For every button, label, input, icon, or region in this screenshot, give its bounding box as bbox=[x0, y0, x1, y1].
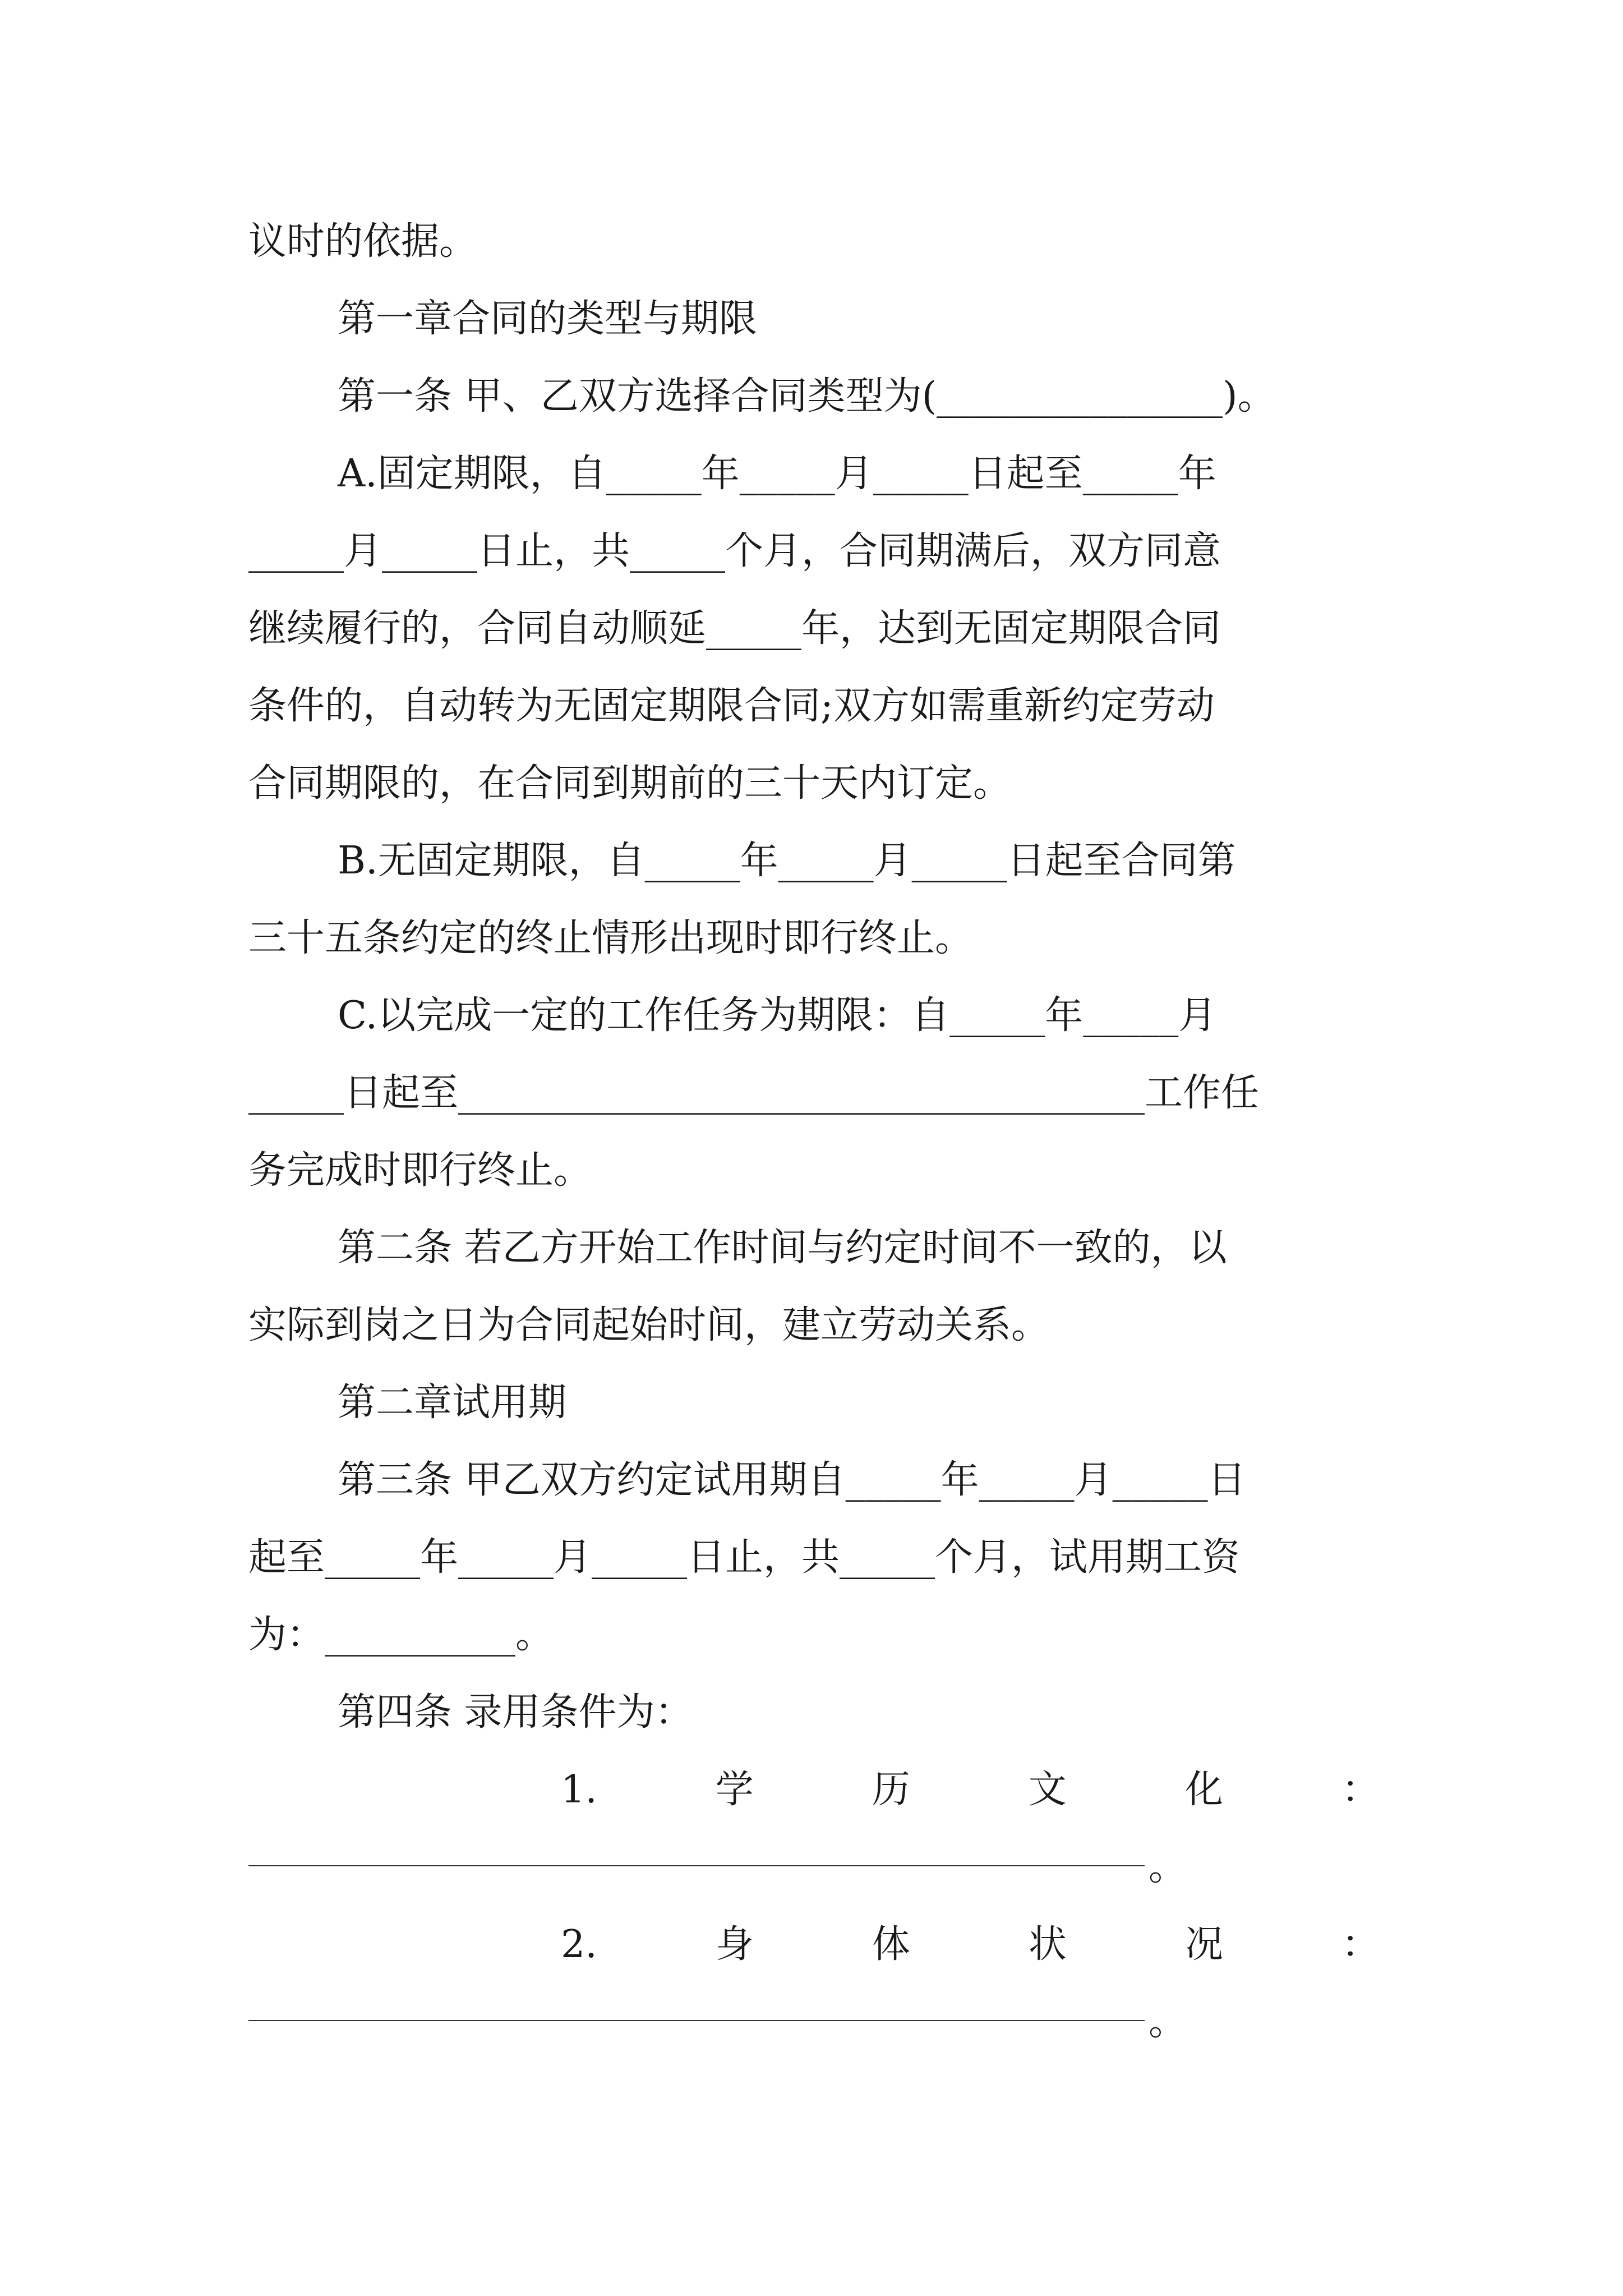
chapter-heading: 第一章合同的类型与期限 bbox=[338, 297, 758, 341]
text-line: 三十五条约定的终止情形出现时即行终止。 bbox=[248, 916, 974, 960]
text-line: _____月_____日止，共_____个月，合同期满后，双方同意 bbox=[248, 529, 1221, 573]
text-line: 为：__________。 bbox=[248, 1613, 554, 1657]
condition-item-education bbox=[561, 1756, 1380, 1824]
text-line: C.以完成一定的工作任务为期限：自_____年_____月 bbox=[338, 993, 1217, 1038]
condition-item-health bbox=[561, 1911, 1380, 1978]
item-char: 身 bbox=[715, 1922, 754, 1967]
article-line: 第四条 录用条件为： bbox=[338, 1690, 693, 1734]
fill-in-blank bbox=[248, 1865, 1145, 1866]
item-char: 状 bbox=[1028, 1922, 1067, 1967]
chapter-heading: 第二章试用期 bbox=[338, 1381, 567, 1425]
text-line: 起至_____年_____月_____日止，共_____个月，试用期工资 bbox=[248, 1535, 1241, 1580]
item-char: 文 bbox=[1028, 1768, 1067, 1812]
text-line: 条件的，自动转为无固定期限合同;双方如需重新约定劳动 bbox=[248, 684, 1215, 728]
text-line: _____日起至____________________________________工作任 bbox=[248, 1071, 1260, 1115]
end-mark: 。 bbox=[1149, 2000, 1187, 2044]
item-char: 况 bbox=[1184, 1922, 1223, 1967]
article-line: 第三条 甲乙双方约定试用期自_____年_____月_____日 bbox=[338, 1458, 1246, 1502]
fill-in-blank bbox=[248, 2020, 1145, 2021]
article-line: 第二条 若乙方开始工作时间与约定时间不一致的，以 bbox=[338, 1226, 1227, 1270]
item-colon: ： bbox=[1341, 1922, 1380, 1967]
item-char: 学 bbox=[715, 1768, 754, 1812]
article-line: 第一条 甲、乙双方选择合同类型为(_______________)。 bbox=[338, 374, 1276, 418]
item-char: 历 bbox=[872, 1768, 910, 1812]
item-char: 化 bbox=[1184, 1768, 1223, 1812]
text-line: A.固定期限，自_____年_____月_____日起至_____年 bbox=[338, 452, 1216, 496]
item-number: 2. bbox=[561, 1922, 597, 1967]
text-line: 议时的依据。 bbox=[248, 219, 478, 264]
item-number: 1. bbox=[561, 1768, 597, 1812]
text-line: 继续履行的，合同自动顺延_____年，达到无固定期限合同 bbox=[248, 606, 1221, 651]
item-colon: ： bbox=[1341, 1768, 1380, 1812]
item-char: 体 bbox=[872, 1922, 910, 1967]
text-line: 合同期限的，在合同到期前的三十天内订定。 bbox=[248, 761, 1012, 806]
end-mark: 。 bbox=[1149, 1845, 1187, 1889]
text-line: B.无固定期限，自_____年_____月_____日起至合同第 bbox=[338, 839, 1236, 883]
text-line: 实际到岗之日为合同起始时间，建立劳动关系。 bbox=[248, 1303, 1050, 1347]
text-line: 务完成时即行终止。 bbox=[248, 1148, 592, 1193]
